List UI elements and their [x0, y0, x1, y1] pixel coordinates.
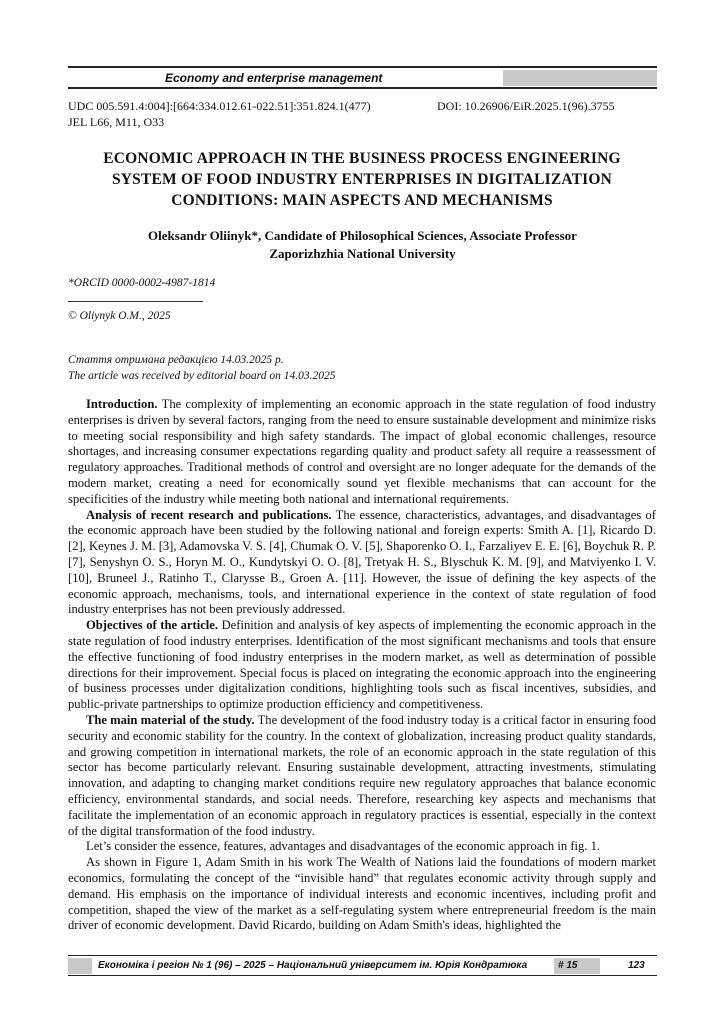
page-number: 123 — [628, 960, 645, 971]
received-notice — [68, 352, 335, 384]
header-grey-block — [503, 70, 657, 86]
footer-rule-top — [68, 955, 657, 956]
footnote-rule — [68, 301, 203, 302]
heading-objectives: Objectives of the article. — [86, 618, 219, 633]
section-title: Economy and enterprise management — [165, 71, 383, 85]
author-block — [68, 227, 657, 263]
udc-code: UDC 005.591.4:004]:[664:334.012.61-022.51]:351.824.1(477) — [68, 99, 371, 113]
author-affiliation: Zaporizhzhia National University — [269, 246, 456, 261]
title-line: CONDITIONS: MAIN ASPECTS AND MECHANISMS — [171, 192, 553, 209]
paragraph-text: The essence, characteristics, advantages, and disadvantages of the economic approach have been studied by the following national and foreign experts: Smith A. [1], Ricardo D. [2], Keynes J. M. [3], Adamovska V. S. [4], Chumak O. V. [5], Shaporenko O. I., Farzaliyev E. E. [6], Boychuk R. P. [7], Senyshyn O. S., Horyn M. O., Kundytskyi O. O. [8], Tretyak H. S., Blyschuk K. M. [9], and Matviyenko I. V. [10], Bruneel J., Ratinho T., Clarysse B., Groen A. [11]. However, the issue of defining the key aspects of the economic approach, mechanisms, tools, and international experience in the context of state regulation of food industry enterprises has not been previously addressed. — [68, 507, 657, 617]
received-en: The article was received by editorial board on 14.03.2025 — [68, 370, 336, 382]
paragraph-analysis — [68, 508, 656, 619]
header-rule-bottom — [68, 87, 657, 89]
copyright-notice: © Oliynyk O.M., 2025 — [68, 310, 171, 322]
footer-grey-block — [68, 958, 92, 974]
doi-link[interactable]: DOI: 10.26906/EiR.2025.1(96).3755 — [437, 99, 615, 113]
received-uk: Стаття отримана редакцією 14.03.2025 р. — [68, 354, 284, 366]
orcid-id[interactable]: *ORCID 0000-0002-4987-1814 — [68, 277, 216, 289]
title-line: ECONOMIC APPROACH IN THE BUSINESS PROCESS ENGINEERING — [103, 150, 621, 167]
heading-introduction: Introduction. — [86, 397, 158, 411]
article-title — [62, 148, 662, 211]
paragraph-smith: As shown in Figure 1, Adam Smith in his work The Wealth of Nations laid the foundations of modern market economics, formulating the concept of the “invisible hand” that regulates economic activity through supply and demand. His emphasis on the importance of individual interests and economic incentives, including profit and competition, shaped the view of the market as a self-regulating system where entrepreneurial freedom is the main driver of economic development. David Ricardo, building on Adam Smith's ideas, highlighted the — [68, 855, 656, 933]
paragraph-main — [68, 713, 656, 839]
footer-band — [68, 958, 657, 974]
paragraph-objectives — [68, 618, 656, 713]
header-rule-top — [68, 66, 657, 68]
paragraph-introduction — [68, 397, 656, 508]
paragraph-consider: Let’s consider the essence, features, advantages and disadvantages of the economic approach in fig. 1. — [86, 839, 601, 854]
heading-main: The main material of the study. — [86, 712, 255, 727]
issue-number: # 15 — [558, 960, 578, 971]
footer-rule-bottom — [68, 975, 657, 976]
journal-name: Економіка і регіон № 1 (96) – 2025 – Національний університет ім. Юрія Кондратюка — [98, 960, 528, 971]
paragraph-text: The development of the food industry today is a critical factor in ensuring food security and economic stability for the country. In the context of globalization, increasing product quality standards, and growing competition in international markets, the role of an economic approach in the state regulation of this sector has become particularly relevant. Ensuring sustainable development, attracting investments, stimulating innovation, and adapting to changing market conditions require new regulatory approaches that balance economic efficiency, environmental standards, and social needs. Therefore, researching key aspects and mechanisms that facilitate the implementation of an economic approach in regulatory practices is essential, especially in the context of the digital transformation of the food industry. — [68, 712, 656, 838]
heading-analysis: Analysis of recent research and publications. — [86, 507, 332, 522]
author-name: Oleksandr Oliinyk*, Candidate of Philosophical Sciences, Associate Professor — [148, 228, 577, 243]
article-body — [68, 397, 656, 934]
title-line: SYSTEM OF FOOD INDUSTRY ENTERPRISES IN DIGITALIZATION — [111, 171, 613, 188]
paragraph-text: The complexity of implementing an economic approach in the state regulation of food industry enterprises is driven by several factors, ranging from the need to ensure sustainable development and minimize risks to meeting social responsibility and high safety standards. The impact of global economic challenges, resource shortages, and increasing consumer expectations regarding quality and product safety all require a reassessment of regulatory approaches. Traditional methods of control and oversight are no longer adequate for the demands of the modern market, creating a need for economically sound yet flexible mechanisms that can account for the specificities of the industry while meeting both national and international requirements. — [68, 397, 656, 506]
header-band — [68, 70, 657, 86]
jel-codes: JEL L66, M11, O33 — [68, 115, 165, 129]
paragraph-text: Definition and analysis of key aspects of implementing the economic approach in the state regulation of food industry enterprises. Identification of the most significant mechanisms and tools that ensure the effective functioning of food industry enterprises in the modern market, as well as determination of possible directions for their improvement. Special focus is placed on integrating the economic approach into the engineering of business processes under digitalization conditions, highlighting tools such as fiscal incentives, subsidies, and public-private partnerships to optimize production efficiency and competitiveness. — [68, 618, 656, 712]
